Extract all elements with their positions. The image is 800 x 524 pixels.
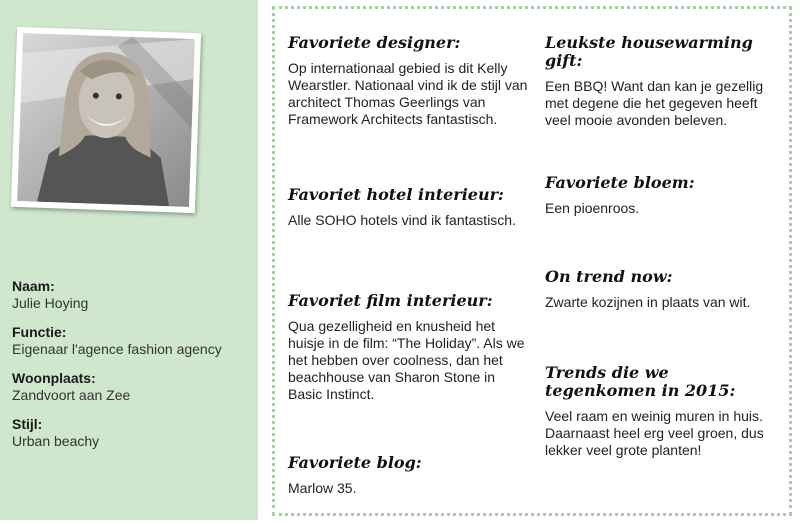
question-heading: Trends die we tegenkomen in 2015: bbox=[545, 363, 736, 400]
qa-favorite-film-interior bbox=[288, 292, 528, 403]
field-value: Urban beachy bbox=[12, 433, 100, 449]
profile-sidebar bbox=[0, 0, 258, 520]
qa-favorite-hotel-interior bbox=[288, 186, 528, 229]
answer-text: Zwarte kozijnen in plaats van wit. bbox=[545, 294, 751, 310]
profile-field-residence bbox=[12, 370, 252, 404]
answer-text: Marlow 35. bbox=[288, 480, 357, 496]
answer-text: Een BBQ! Want dan kan je gezellig met degene die het gegeven heeft veel mooie avonden beleven. bbox=[545, 78, 764, 128]
profile-photo bbox=[11, 27, 201, 213]
answer-text: Alle SOHO hotels vind ik fantastisch. bbox=[288, 212, 516, 228]
answer-text: Een pioenroos. bbox=[545, 200, 640, 216]
field-label: Woonplaats: bbox=[12, 370, 96, 386]
qa-trends-2015 bbox=[545, 364, 785, 459]
field-value: Eigenaar l'agence fashion agency bbox=[12, 341, 222, 357]
field-label: Stijl: bbox=[12, 416, 43, 432]
profile-field-style bbox=[12, 416, 252, 450]
question-heading: Leukste housewarming gift: bbox=[545, 33, 753, 70]
answer-text: Qua gezelligheid en knusheid het huisje in de film: “The Holiday”. Als we het hebben over coolness, dan het beachhouse van Sharon Stone in Basic Instinct. bbox=[288, 318, 525, 402]
question-heading: Favoriet hotel interieur: bbox=[288, 185, 504, 204]
profile-field-name bbox=[12, 278, 252, 312]
qa-favorite-flower bbox=[545, 174, 785, 217]
qa-favorite-blog bbox=[288, 454, 528, 497]
qa-favorite-designer bbox=[288, 34, 528, 128]
field-value: Zandvoort aan Zee bbox=[12, 387, 131, 403]
field-label: Naam: bbox=[12, 278, 55, 294]
profile-field-function bbox=[12, 324, 252, 358]
answer-text: Op internationaal gebied is dit Kelly Wearstler. Nationaal vind ik de stijl van architect Thomas Geerlings van Framework Architects fantastisch. bbox=[288, 60, 528, 127]
question-heading: On trend now: bbox=[545, 267, 673, 286]
qa-on-trend-now bbox=[545, 268, 785, 311]
question-heading: Favoriete bloem: bbox=[545, 173, 695, 192]
question-heading: Favoriete designer: bbox=[288, 33, 461, 52]
answer-text: Veel raam en weinig muren in huis. Daarnaast heel erg veel groen, dus lekker veel grote planten! bbox=[545, 408, 764, 458]
portrait-image bbox=[17, 33, 195, 207]
field-value: Julie Hoying bbox=[12, 295, 89, 311]
qa-housewarming-gift bbox=[545, 34, 785, 129]
question-heading: Favoriete blog: bbox=[288, 453, 422, 472]
field-label: Functie: bbox=[12, 324, 67, 340]
profile-info bbox=[12, 278, 252, 462]
question-heading: Favoriet film interieur: bbox=[288, 291, 493, 310]
